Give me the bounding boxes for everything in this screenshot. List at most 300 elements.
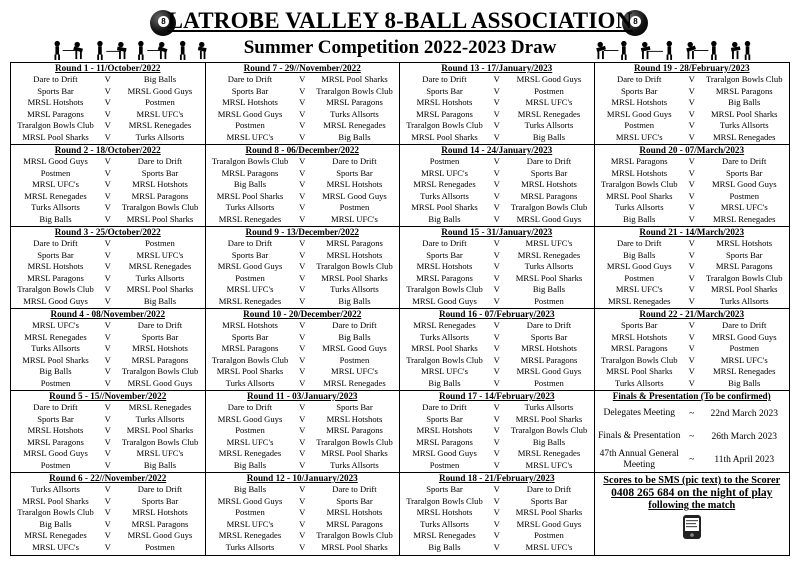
match-row	[206, 542, 400, 554]
away-team: Big Balls	[728, 377, 761, 388]
round-block	[595, 145, 790, 227]
match-row	[11, 202, 205, 214]
versus-label: V	[493, 167, 500, 178]
match-row	[595, 97, 790, 109]
versus-label: V	[299, 284, 306, 294]
versus-label: V	[299, 366, 306, 376]
round-title: Round 19 - 28/February/2023	[633, 63, 750, 73]
away-team: MRSL UFC's	[720, 202, 768, 212]
match-row	[595, 332, 790, 344]
match-row	[206, 120, 400, 132]
home-team: MRSL Hotshots	[27, 425, 84, 435]
versus-label: V	[688, 120, 695, 130]
versus-label: V	[299, 402, 306, 412]
round-title: Round 1 - 11/October/2022	[55, 63, 161, 73]
home-team: Dare to Drift	[422, 74, 467, 84]
away-team: Dare to Drift	[722, 320, 767, 330]
away-team: Traralgon Bowls Club	[510, 202, 588, 212]
away-team: Postmen	[729, 343, 760, 353]
home-team: Traralgon Bowls Club	[600, 179, 678, 189]
away-team: MRSL Pool Sharks	[321, 448, 388, 458]
away-team: MRSL Renegades	[517, 448, 581, 458]
versus-label: V	[493, 284, 500, 294]
home-team: Sports Bar	[426, 85, 463, 96]
away-team: Postmen	[729, 190, 760, 201]
away-team: Postmen	[534, 377, 564, 388]
versus-label: V	[299, 377, 306, 388]
home-team: Sports Bar	[37, 85, 74, 96]
versus-label: V	[493, 131, 500, 142]
home-team: Turks Allsorts	[614, 202, 664, 212]
away-team: MRSL Good Guys	[127, 530, 193, 540]
home-team: MRSL UFC's	[226, 131, 274, 142]
round-block	[206, 391, 401, 473]
away-team: Postmen	[145, 238, 175, 248]
home-team: MRSL Hotshots	[222, 97, 278, 107]
away-team: Big Balls	[532, 284, 566, 294]
versus-label: V	[688, 85, 695, 96]
versus-label: V	[493, 320, 500, 330]
home-team: Postmen	[235, 507, 265, 517]
home-team: Sports Bar	[620, 320, 658, 330]
home-team: Traralgon Bowls Club	[600, 354, 678, 365]
match-row	[595, 355, 790, 367]
home-team: Sports Bar	[231, 331, 269, 342]
match-row	[11, 250, 205, 262]
away-team: Turks Allsorts	[330, 108, 379, 119]
home-team: Postmen	[235, 272, 265, 283]
versus-label: V	[493, 108, 500, 119]
versus-label: V	[688, 156, 695, 166]
match-row	[11, 109, 205, 121]
home-team: Traralgon Bowls Club	[211, 156, 289, 166]
match-row	[595, 296, 790, 308]
match-row	[595, 132, 790, 144]
match-row	[400, 273, 594, 285]
scorer-line: on the night of play	[677, 487, 773, 499]
home-team: MRSL UFC's	[32, 320, 79, 330]
versus-label: V	[299, 518, 306, 529]
round-block	[595, 309, 790, 391]
round-title: Round 3 - 25/October/2022	[54, 227, 161, 237]
away-team: MRSL Pool Sharks	[710, 284, 778, 294]
away-team: MRSL Hotshots	[326, 507, 383, 517]
round-title: Round 17 - 14/February/2023	[438, 391, 555, 401]
versus-label: V	[299, 97, 306, 107]
home-team: MRSL Paragons	[27, 436, 84, 447]
away-team: MRSL UFC's	[136, 448, 184, 458]
match-row	[400, 261, 594, 273]
match-row	[400, 425, 594, 437]
round-title: Round 4 - 08/November/2022	[50, 309, 166, 319]
match-row	[11, 74, 205, 86]
versus-label: V	[299, 120, 306, 130]
versus-label: V	[299, 190, 306, 201]
away-team: MRSL Hotshots	[132, 179, 188, 189]
match-row	[11, 519, 205, 531]
away-team: MRSL Pool Sharks	[515, 507, 583, 517]
match-row	[595, 202, 790, 214]
home-team: MRSL Good Guys	[217, 413, 283, 424]
versus-label: V	[688, 272, 695, 283]
home-team: Postmen	[235, 425, 265, 435]
versus-label: V	[688, 190, 695, 201]
versus-label: V	[688, 97, 695, 107]
match-row	[595, 191, 790, 203]
versus-label: V	[688, 202, 695, 212]
home-team: Postmen	[624, 272, 655, 283]
home-team: Dare to Drift	[227, 402, 273, 412]
away-team: MRSL Pool Sharks	[515, 413, 583, 424]
away-team: MRSL Renegades	[713, 366, 776, 376]
versus-label: V	[493, 202, 500, 212]
versus-label: V	[104, 366, 111, 376]
versus-label: V	[688, 108, 695, 119]
away-team: Dare to Drift	[137, 320, 183, 330]
match-row	[206, 366, 400, 378]
draw-grid	[10, 62, 790, 556]
round-title: Round 2 - 18/October/2022	[54, 145, 161, 155]
match-row	[400, 484, 594, 496]
away-team: Big Balls	[338, 131, 371, 142]
away-team: MRSL UFC's	[525, 238, 573, 248]
phone-icon	[681, 514, 703, 540]
home-team: MRSL Renegades	[218, 295, 282, 306]
home-team: MRSL UFC's	[226, 284, 274, 294]
away-team: Postmen	[534, 85, 564, 96]
away-team: MRSL Pool Sharks	[126, 425, 194, 435]
match-row	[11, 378, 205, 390]
round-title: Round 21 - 14/March/2023	[639, 227, 745, 237]
away-team: MRSL Hotshots	[326, 413, 383, 424]
home-team: Big Balls	[39, 213, 72, 224]
round-block	[206, 227, 401, 309]
event-label: Finals & Presentation	[598, 431, 681, 442]
match-row	[11, 530, 205, 542]
home-team: MRSL Pool Sharks	[411, 131, 478, 142]
match-row	[400, 332, 594, 344]
away-team: Postmen	[534, 295, 564, 306]
versus-label: V	[299, 343, 306, 353]
away-team: Traralgon Bowls Club	[121, 366, 199, 376]
match-row	[206, 179, 400, 191]
match-row	[595, 179, 790, 191]
match-row	[206, 261, 400, 273]
home-team: MRSL Hotshots	[611, 331, 668, 342]
match-row	[400, 74, 594, 86]
versus-label: V	[493, 97, 500, 107]
round-block	[400, 145, 595, 227]
away-team: MRSL Hotshots	[326, 179, 383, 189]
round-block	[11, 473, 206, 555]
versus-label: V	[104, 448, 111, 458]
match-row	[400, 109, 594, 121]
home-team: MRSL Hotshots	[27, 97, 84, 107]
match-row	[11, 238, 205, 250]
away-team: MRSL Good Guys	[516, 213, 582, 224]
home-team: MRSL Good Guys	[217, 261, 283, 271]
versus-label: V	[104, 179, 111, 189]
home-team: Sports Bar	[231, 249, 269, 260]
versus-label: V	[493, 436, 500, 447]
home-team: MRSL Renegades	[413, 320, 476, 330]
home-team: MRSL Renegades	[413, 179, 476, 189]
versus-label: V	[299, 179, 306, 189]
match-row	[206, 378, 400, 390]
away-team: Sports Bar	[530, 495, 568, 506]
match-row	[400, 191, 594, 203]
home-team: MRSL UFC's	[615, 284, 663, 294]
home-team: Sports Bar	[37, 249, 74, 260]
home-team: Turks Allsorts	[31, 202, 80, 212]
away-team: Dare to Drift	[332, 156, 377, 166]
home-team: MRSL Paragons	[416, 272, 473, 283]
away-team: MRSL Renegades	[323, 377, 386, 388]
versus-label: V	[104, 530, 111, 540]
versus-label: V	[493, 343, 500, 353]
home-team: MRSL Good Guys	[412, 448, 477, 458]
away-team: MRSL Paragons	[520, 354, 578, 365]
home-team: Turks Allsorts	[420, 190, 469, 201]
match-row	[400, 343, 594, 355]
versus-label: V	[493, 425, 500, 435]
away-team: MRSL Renegades	[128, 402, 192, 412]
versus-label: V	[104, 507, 111, 517]
round-title: Round 5 - 15//November/2022	[49, 391, 167, 401]
match-row	[400, 366, 594, 378]
home-team: Big Balls	[428, 213, 461, 224]
home-team: MRSL Paragons	[27, 272, 84, 283]
eight-ball-icon: 8	[150, 10, 176, 36]
event-date: 11th April 2023	[714, 455, 775, 466]
versus-label: V	[104, 484, 111, 494]
versus-label: V	[104, 74, 111, 84]
home-team: Big Balls	[428, 541, 461, 552]
home-team: MRSL Pool Sharks	[216, 190, 284, 201]
versus-label: V	[688, 284, 695, 294]
home-team: Traralgon Bowls Club	[17, 507, 94, 517]
versus-label: V	[299, 484, 306, 494]
away-team: MRSL Paragons	[326, 518, 383, 529]
versus-label: V	[688, 179, 695, 189]
home-team: MRSL Paragons	[610, 343, 668, 353]
away-team: Turks Allsorts	[135, 272, 185, 283]
match-row	[206, 402, 400, 414]
home-team: Big Balls	[39, 518, 72, 529]
match-row	[11, 343, 205, 355]
home-team: MRSL Pool Sharks	[22, 131, 89, 142]
home-team: MRSL UFC's	[32, 179, 79, 189]
home-team: MRSL Renegades	[218, 530, 282, 540]
match-row	[11, 355, 205, 367]
away-team: MRSL Hotshots	[326, 249, 383, 260]
versus-label: V	[299, 448, 306, 458]
match-row	[206, 168, 400, 180]
home-team: Postmen	[429, 156, 460, 166]
match-row	[595, 74, 790, 86]
match-row	[595, 250, 790, 262]
match-row	[11, 542, 205, 554]
round-block	[11, 227, 206, 309]
finals-event-row	[595, 425, 790, 448]
round-title: Round 15 - 31/January/2023	[441, 227, 553, 237]
round-title: Round 12 - 10/January/2023	[246, 473, 358, 483]
versus-label: V	[299, 131, 306, 142]
home-team: Dare to Drift	[617, 238, 662, 248]
home-team: Dare to Drift	[33, 238, 78, 248]
match-row	[206, 484, 400, 496]
round-title: Round 6 - 22//November/2022	[49, 473, 167, 483]
home-team: MRSL Hotshots	[416, 507, 473, 517]
round-block	[400, 309, 595, 391]
versus-label: V	[493, 402, 500, 412]
match-row	[11, 437, 205, 449]
home-team: Sports Bar	[426, 413, 463, 424]
match-row	[11, 402, 205, 414]
away-team: Turks Allsorts	[330, 284, 379, 294]
versus-label: V	[299, 156, 306, 166]
match-row	[206, 414, 400, 426]
page-header	[0, 0, 800, 62]
home-team: Turks Allsorts	[614, 377, 664, 388]
away-team: Sports Bar	[530, 331, 568, 342]
round-title: Round 10 - 20/December/2022	[243, 309, 362, 319]
versus-label: V	[493, 495, 500, 506]
away-team: MRSL Good Guys	[516, 366, 582, 376]
home-team: MRSL Good Guys	[217, 108, 283, 119]
versus-label: V	[688, 261, 695, 271]
versus-label: V	[299, 320, 306, 330]
away-team: Turks Allsorts	[135, 413, 185, 424]
away-team: Sports Bar	[336, 402, 373, 412]
match-row	[11, 273, 205, 285]
home-team: Dare to Drift	[33, 74, 78, 84]
match-row	[400, 179, 594, 191]
versus-label: V	[299, 495, 306, 506]
versus-label: V	[299, 425, 306, 435]
versus-label: V	[104, 108, 111, 119]
match-row	[400, 214, 594, 226]
home-team: MRSL UFC's	[226, 436, 274, 447]
away-team: MRSL Pool Sharks	[126, 213, 194, 224]
versus-label: V	[104, 167, 111, 178]
away-team: MRSL Paragons	[326, 97, 383, 107]
event-label: Delegates Meeting	[603, 408, 675, 419]
away-team: MRSL UFC's	[525, 459, 573, 470]
home-team: MRSL Paragons	[221, 343, 279, 353]
match-row	[400, 460, 594, 472]
versus-label: V	[688, 354, 695, 365]
home-team: MRSL Hotshots	[222, 320, 278, 330]
away-team: Big Balls	[143, 295, 177, 306]
match-row	[11, 120, 205, 132]
home-team: Turks Allsorts	[31, 484, 80, 494]
away-team: MRSL Hotshots	[132, 507, 188, 517]
home-team: Big Balls	[39, 366, 72, 376]
match-row	[206, 496, 400, 508]
home-team: Postmen	[40, 167, 71, 178]
versus-label: V	[104, 343, 111, 353]
home-team: Sports Bar	[620, 85, 658, 96]
away-team: Sports Bar	[530, 167, 568, 178]
versus-label: V	[688, 320, 695, 330]
round-block	[400, 391, 595, 473]
match-row	[11, 132, 205, 144]
versus-label: V	[104, 249, 111, 260]
away-team: Traralgon Bowls Club	[121, 436, 199, 447]
versus-label: V	[688, 74, 695, 84]
versus-label: V	[299, 85, 306, 96]
away-team: Turks Allsorts	[719, 295, 769, 306]
event-label: 47th Annual General Meeting	[599, 449, 679, 471]
match-row	[11, 366, 205, 378]
versus-label: V	[104, 131, 111, 142]
away-team: MRSL Hotshots	[716, 238, 773, 248]
home-team: MRSL Renegades	[24, 190, 87, 201]
home-team: Dare to Drift	[422, 402, 467, 412]
home-team: Turks Allsorts	[420, 518, 469, 529]
versus-label: V	[299, 202, 306, 212]
away-team: MRSL UFC's	[136, 108, 184, 119]
versus-label: V	[493, 190, 500, 201]
home-team: MRSL Renegades	[24, 331, 87, 342]
match-row	[400, 284, 594, 296]
home-team: MRSL Good Guys	[412, 295, 477, 306]
match-row	[206, 156, 400, 168]
away-team: Turks Allsorts	[719, 120, 769, 130]
match-row	[595, 238, 790, 250]
away-team: MRSL Renegades	[517, 108, 581, 119]
versus-label: V	[493, 295, 500, 306]
away-team: MRSL Pool Sharks	[515, 272, 583, 283]
away-team: Dare to Drift	[137, 484, 183, 494]
away-team: Traralgon Bowls Club	[705, 74, 783, 84]
versus-label: V	[299, 108, 306, 119]
away-team: Turks Allsorts	[135, 131, 185, 142]
versus-label: V	[299, 436, 306, 447]
home-team: Sports Bar	[426, 249, 463, 260]
away-team: Sports Bar	[336, 167, 373, 178]
home-team: Big Balls	[233, 484, 267, 494]
match-row	[595, 284, 790, 296]
versus-label: V	[104, 190, 111, 201]
round-block	[206, 145, 401, 227]
away-team: MRSL Good Guys	[127, 85, 193, 96]
away-team: MRSL Paragons	[131, 518, 189, 529]
away-team: Dare to Drift	[526, 484, 572, 494]
versus-label: V	[493, 213, 500, 224]
round-block	[206, 309, 401, 391]
away-team: MRSL Paragons	[715, 85, 773, 96]
scorer-phone-number: 0408 265 684	[611, 487, 675, 499]
versus-label: V	[104, 85, 111, 96]
home-team: MRSL Renegades	[413, 530, 476, 540]
home-team: MRSL Paragons	[221, 167, 279, 178]
away-team: Traralgon Bowls Club	[316, 436, 393, 447]
round-block	[400, 63, 595, 145]
home-team: MRSL UFC's	[32, 541, 79, 552]
match-row	[206, 238, 400, 250]
versus-label: V	[104, 425, 111, 435]
home-team: MRSL Good Guys	[23, 156, 88, 166]
versus-label: V	[104, 459, 111, 470]
match-row	[11, 448, 205, 460]
round-title: Round 20 - 07/March/2023	[639, 145, 745, 155]
home-team: MRSL Good Guys	[23, 448, 88, 458]
match-row	[206, 214, 400, 226]
versus-label: V	[104, 377, 111, 388]
home-team: Traralgon Bowls Club	[406, 354, 483, 365]
